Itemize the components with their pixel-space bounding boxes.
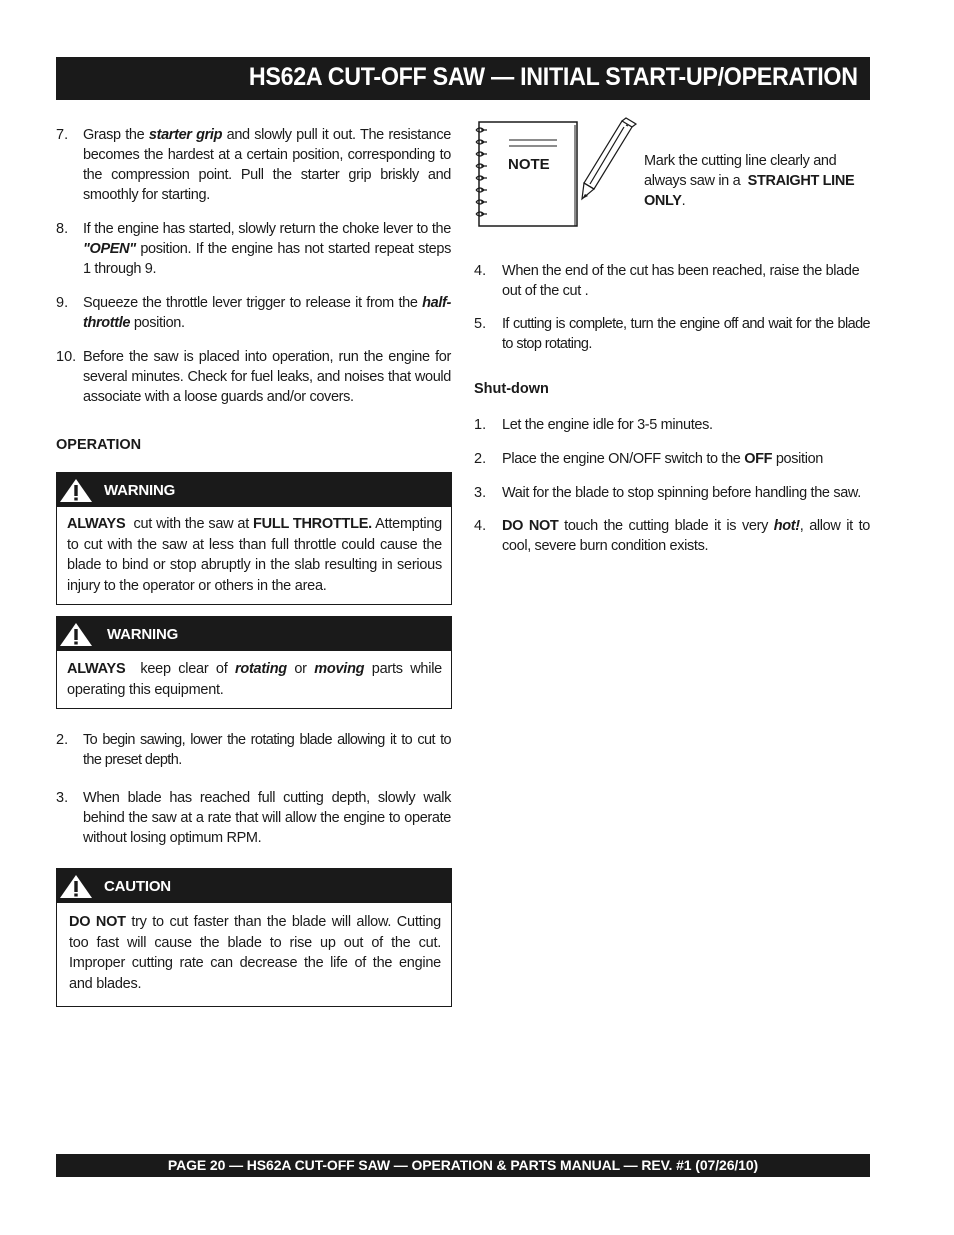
warning-label: WARNING [104,482,176,499]
list-number: 5. [474,316,487,332]
caution-text: DO NOT try to cut faster than the blade will allow. Cutting too fast will cause the blade to rise up out of the cut. Improper cutting rate can decrease the life of the engine and blades. [69,914,441,992]
footer-text: PAGE 20 — HS62A CUT-OFF SAW — OPERATION & PARTS MANUAL — REV. #1 (07/26/10) [167,1157,759,1173]
page-title: HS62A CUT-OFF SAW — INITIAL START-UP/OPERATION [249,63,858,91]
list-number: 2. [474,451,487,467]
warning-box [56,616,452,709]
list-text: When the end of the cut has been reached, raise the blade out of the cut . [502,263,860,299]
list-text: Grasp the starter grip and slowly pull it out. The resistance becomes the hardest at a certain position, corresponding to the compression point. Pull the starter grip briskly and smoothly for starting. [83,127,452,203]
list-number: 3. [56,790,69,806]
page-title-bar [56,57,870,100]
warning-text: ALWAYS keep clear of rotating or moving parts while operating this equipment. [67,661,443,698]
warning-triangle-icon [59,874,93,903]
list-text: If the engine has started, slowly return the choke lever to the "OPEN" position. If the engine has not started repeat steps 1 through 9. [83,221,451,277]
pencil-icon [580,117,640,201]
list-text: When blade has reached full cutting depth, slowly walk behind the saw at a rate that will allow the engine to operate without losing optimum RPM. [83,790,451,846]
list-text: If cutting is complete, turn the engine off and wait for the blade to stop rotating. [502,316,870,352]
warning-triangle-icon [59,478,93,507]
list-number: 4. [474,263,487,279]
list-number: 1. [474,417,487,433]
list-text: Before the saw is placed into operation, run the engine for several minutes. Check for fuel leaks, and noises that would associate with a loose guards and/or covers. [83,349,451,405]
list-number: 9. [56,295,69,311]
list-text: Let the engine idle for 3-5 minutes. [502,417,713,433]
list-number: 7. [56,127,69,143]
list-text: Place the engine ON/OFF switch to the OFF position [502,451,823,467]
section-heading-operation: OPERATION [56,437,142,453]
list-text: To begin sawing, lower the rotating blade allowing it to cut to the preset depth. [83,732,451,768]
list-text: DO NOT touch the cutting blade it is very hot!, allow it to cool, severe burn condition exists. [502,518,870,554]
warning-text: ALWAYS cut with the saw at FULL THROTTLE. Attempting to cut with the saw at less than full throttle could cause the blade to bind or stop abruptly in the slab resulting in serious injury to the operator or others in the area. [67,516,442,594]
warning-header [57,617,451,651]
list-number: 8. [56,221,69,237]
note-label: NOTE [508,156,550,173]
section-heading-shutdown: Shut-down [474,381,549,397]
warning-box [56,472,452,605]
list-number: 3. [474,485,487,501]
caution-header [57,869,451,903]
caution-box [56,868,452,1007]
caution-label: CAUTION [104,878,171,895]
footer-bar [56,1154,870,1177]
list-number: 10. [56,349,77,365]
note-text: Mark the cutting line clearly and always saw in a STRAIGHT LINE ONLY. [644,153,855,209]
list-text: Squeeze the throttle lever trigger to release it from the half-throttle position. [83,295,451,331]
list-number: 4. [474,518,487,534]
list-number: 2. [56,732,69,748]
spiral-notepad-icon [473,120,581,228]
list-text: Wait for the blade to stop spinning before handling the saw. [502,485,861,501]
warning-triangle-icon [59,622,93,651]
warning-label: WARNING [107,626,179,643]
warning-header [57,473,451,507]
